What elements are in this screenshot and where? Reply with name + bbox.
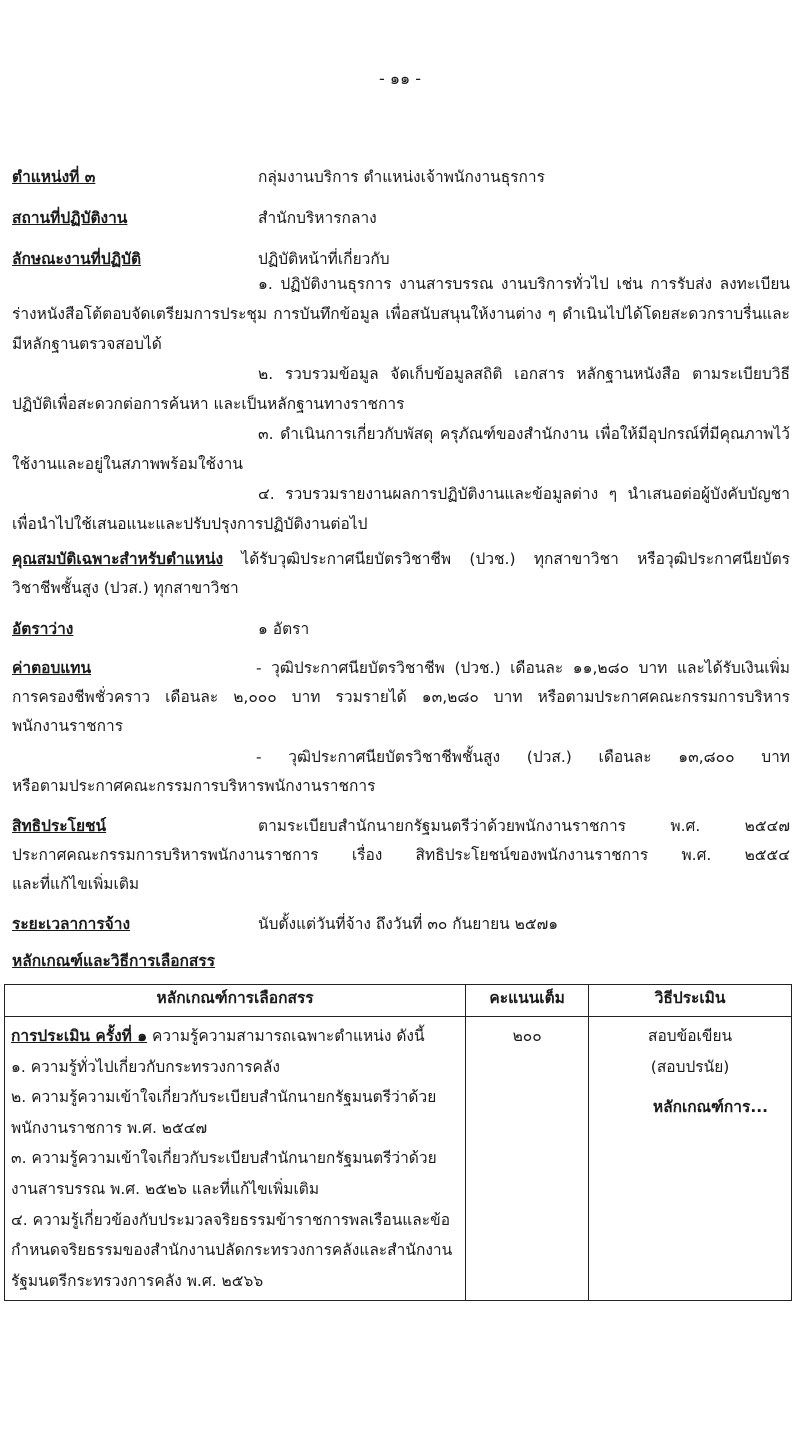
qualification-text: ได้รับวุฒิประกาศนียบัตรวิชาชีพ (ปวช.) ทุกสาขาวิชา หรือวุฒิประกาศนียบัตร [241,550,790,568]
table-header-method: วิธีประเมิน [589,985,792,1017]
table-header-row [5,985,792,1017]
compensation-a-line-2: การครองชีพชั่วคราว เดือนละ ๒,๐๐๐ บาท รวมรายได้ ๑๓,๒๘๐ บาท หรือตามประกาศคณะกรรมการบริหาร [12,688,790,706]
duties-label: ลักษณะงานที่ปฏิบัติ [12,250,142,268]
compensation-b-first: - วุฒิประกาศนียบัตรวิชาชีพชั้นสูง (ปวส.) เดือนละ ๑๓,๘๐๐ บาท [256,748,790,766]
round-label: การประเมิน ครั้งที่ ๑ [11,1027,148,1045]
employment-period-label: ระยะเวลาการจ้าง [12,915,131,933]
table-row [5,1017,792,1301]
duties-intro: ปฏิบัติหน้าที่เกี่ยวกับ [258,250,390,268]
round-line [11,1021,459,1052]
vacancy-label: อัตราว่าง [12,620,74,638]
qualification-label: คุณสมบัติเฉพาะสำหรับตำแหน่ง [12,550,224,568]
criteria-item-2: ๒. ความรู้ความเข้าใจเกี่ยวกับระเบียบสำนักนายกรัฐมนตรีว่าด้วยพนักงานราชการ พ.ศ. ๒๕๔๗ [11,1088,437,1137]
compensation-label: ค่าตอบแทน [12,659,92,677]
qualification-line-1 [12,546,790,571]
benefits-label: สิทธิประโยชน์ [12,817,107,835]
benefits-line-2: ประกาศคณะกรรมการบริหารพนักงานราชการ เรื่อง สิทธิประโยชน์ของพนักงานราชการ พ.ศ. ๒๕๕๔ [12,846,790,864]
criteria-item-4: ๔. ความรู้เกี่ยวข้องกับประมวลจริยธรรมข้าราชการพลเรือนและข้อกำหนดจริยธรรมของสำนักงานปลัดกระทรวงการคลังและสำนักงานรัฐมนตรีกระทรวงการคลัง พ.ศ. ๒๕๖๖ [11,1210,453,1290]
criteria-item-3: ๓. ความรู้ความเข้าใจเกี่ยวกับระเบียบสำนักนายกรัฐมนตรีว่าด้วยงานสารบรรณ พ.ศ. ๒๕๒๖ และที่แก้ไขเพิ่มเติม [11,1149,437,1198]
compensation-a-first: - วุฒิประกาศนียบัตรวิชาชีพ (ปวช.) เดือนละ ๑๑,๒๘๐ บาท และได้รับเงินเพิ่ม [256,659,790,677]
duty-item-1: ๑. ปฏิบัติงานธุรการ งานสารบรรณ งานบริการทั่วไป เช่น การรับส่ง ลงทะเบียน ร่างหนังสือโต้ตอบจัดเตรียมการประชุม การบันทึกข้อมูล เพื่อสนับสนุนให้งานต่าง ๆ ดำเนินไปได้โดยสะดวกราบรื่นและมีหลักฐานตรวจสอบได้ [12,275,790,353]
method-line-2: (สอบปรนัย) [650,1057,730,1076]
benefits-first: ตามระเบียบสำนักนายกรัฐมนตรีว่าด้วยพนักงานราชการ พ.ศ. ๒๕๔๗ [258,817,790,835]
round-description: ความรู้ความสามารถเฉพาะตำแหน่ง ดังนี้ [147,1027,425,1045]
compensation-b-line-2: หรือตามประกาศคณะกรรมการบริหารพนักงานราชการ [12,777,376,795]
benefits-line-3: และที่แก้ไขเพิ่มเติม [12,875,140,893]
compensation-a-line-3: พนักงานราชการ [12,717,124,735]
page-number: - ๑๑ - [378,69,422,88]
table-header-score: คะแนนเต็ม [466,985,589,1017]
method-line-1: สอบข้อเขียน [648,1027,733,1045]
criteria-cell [5,1017,466,1301]
score-cell: ๒๐๐ [466,1017,589,1301]
duty-item-2: ๒. รวบรวมข้อมูล จัดเก็บข้อมูลสถิติ เอกสาร หลักฐานหนังสือ ตามระเบียบวิธีปฏิบัติเพื่อสะดวกต่อการค้นหา และเป็นหลักฐานทางราชการ [12,365,790,413]
table-header-criteria: หลักเกณฑ์การเลือกสรร [5,985,466,1017]
qualification-line-2: วิชาชีพชั้นสูง (ปวส.) ทุกสาขาวิชา [12,579,239,597]
footer-continuation: หลักเกณฑ์การ... [652,1098,768,1116]
workplace-label: สถานที่ปฏิบัติงาน [12,209,128,227]
criteria-item-1: ๑. ความรู้ทั่วไปเกี่ยวกับกระทรวงการคลัง [11,1057,280,1076]
employment-period-value: นับตั้งแต่วันที่จ้าง ถึงวันที่ ๓๐ กันยายน ๒๕๗๑ [258,915,559,933]
position-value: กลุ่มงานบริการ ตำแหน่งเจ้าพนักงานธุรการ [258,168,545,186]
duty-item-4: ๔. รวบรวมรายงานผลการปฏิบัติงานและข้อมูลต่าง ๆ นำเสนอต่อผู้บังคับบัญชา เพื่อนำไปใช้เสนอแนะและปรับปรุงการปฏิบัติงานต่อไป [12,485,790,533]
vacancy-value: ๑ อัตรา [258,620,310,638]
position-label: ตำแหน่งที่ ๓ [12,168,96,186]
method-cell [589,1017,792,1301]
workplace-value: สำนักบริหารกลาง [258,209,377,227]
duty-item-3: ๓. ดำเนินการเกี่ยวกับพัสดุ ครุภัณฑ์ของสำนักงาน เพื่อให้มีอุปกรณ์ที่มีคุณภาพไว้ใช้งานและอยู่ในสภาพพร้อมใช้งาน [12,425,790,473]
selection-heading: หลักเกณฑ์และวิธีการเลือกสรร [12,952,216,970]
selection-criteria-table [4,984,792,1301]
